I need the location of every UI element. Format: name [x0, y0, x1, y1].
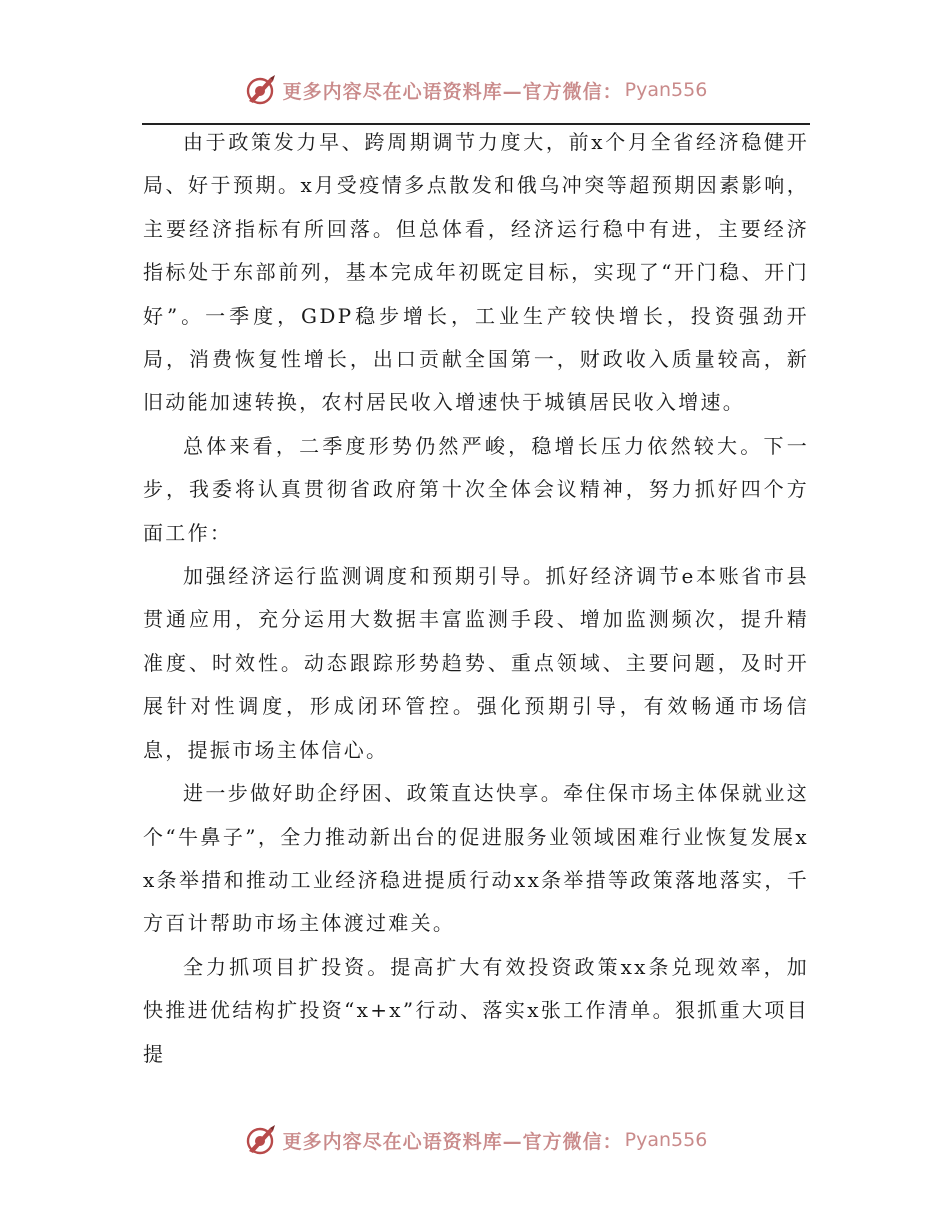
paragraph-3: 加强经济运行监测调度和预期引导。抓好经济调节e本账省市县贯通应用，充分运用大数据丰富监测手段、增加监测频次，提升精准度、时效性。动态跟踪形势趋势、重点领域、主要问题，及时开展针对性调度，形成闭环管控。强化预期引导，有效畅通市场信息，提振市场主体信心。 — [143, 564, 809, 762]
paragraph-5: 全力抓项目扩投资。提高扩大有效投资政策xx条兑现效率，加快推进优结构扩投资“x+x”行动、落实x张工作清单。狠抓重大项目提 — [143, 954, 809, 1066]
wechat-id: Pyan556 — [624, 79, 708, 101]
paragraph-2: 总体来看，二季度形势仍然严峻，稳增长压力依然较大。下一步，我委将认真贯彻省政府第十次全体会议精神，努力抓好四个方面工作： — [143, 433, 809, 545]
header-banner — [0, 70, 950, 110]
quill-seal-icon — [243, 73, 277, 107]
wechat-id: Pyan556 — [624, 1129, 708, 1151]
document-body — [143, 121, 809, 1076]
paragraph-1: 由于政策发力早、跨周期调节力度大，前x个月全省经济稳健开局、好于预期。x月受疫情多点散发和俄乌冲突等超预期因素影响，主要经济指标有所回落。但总体看，经济运行稳中有进，主要经济指标处于东部前列，基本完成年初既定目标，实现了“开门稳、开门好”。一季度，GDP稳步增长，工业生产较快增长，投资强劲开局，消费恢复性增长，出口贡献全国第一，财政收入质量较高，新旧动能加速转换，农村居民收入增速快于城镇居民收入增速。 — [143, 130, 809, 415]
banner-text: 更多内容尽在心语资料库—官方微信： — [282, 80, 623, 103]
paragraph-4: 进一步做好助企纾困、政策直达快享。牵住保市场主体保就业这个“牛鼻子”，全力推动新出台的促进服务业领域困难行业恢复发展xx条举措和推动工业经济稳进提质行动xx条举措等政策落地落实，千方百计帮助市场主体渡过难关。 — [143, 781, 809, 936]
quill-seal-icon — [243, 1123, 277, 1157]
footer-banner — [0, 1120, 950, 1160]
banner-text: 更多内容尽在心语资料库—官方微信： — [282, 1130, 623, 1153]
